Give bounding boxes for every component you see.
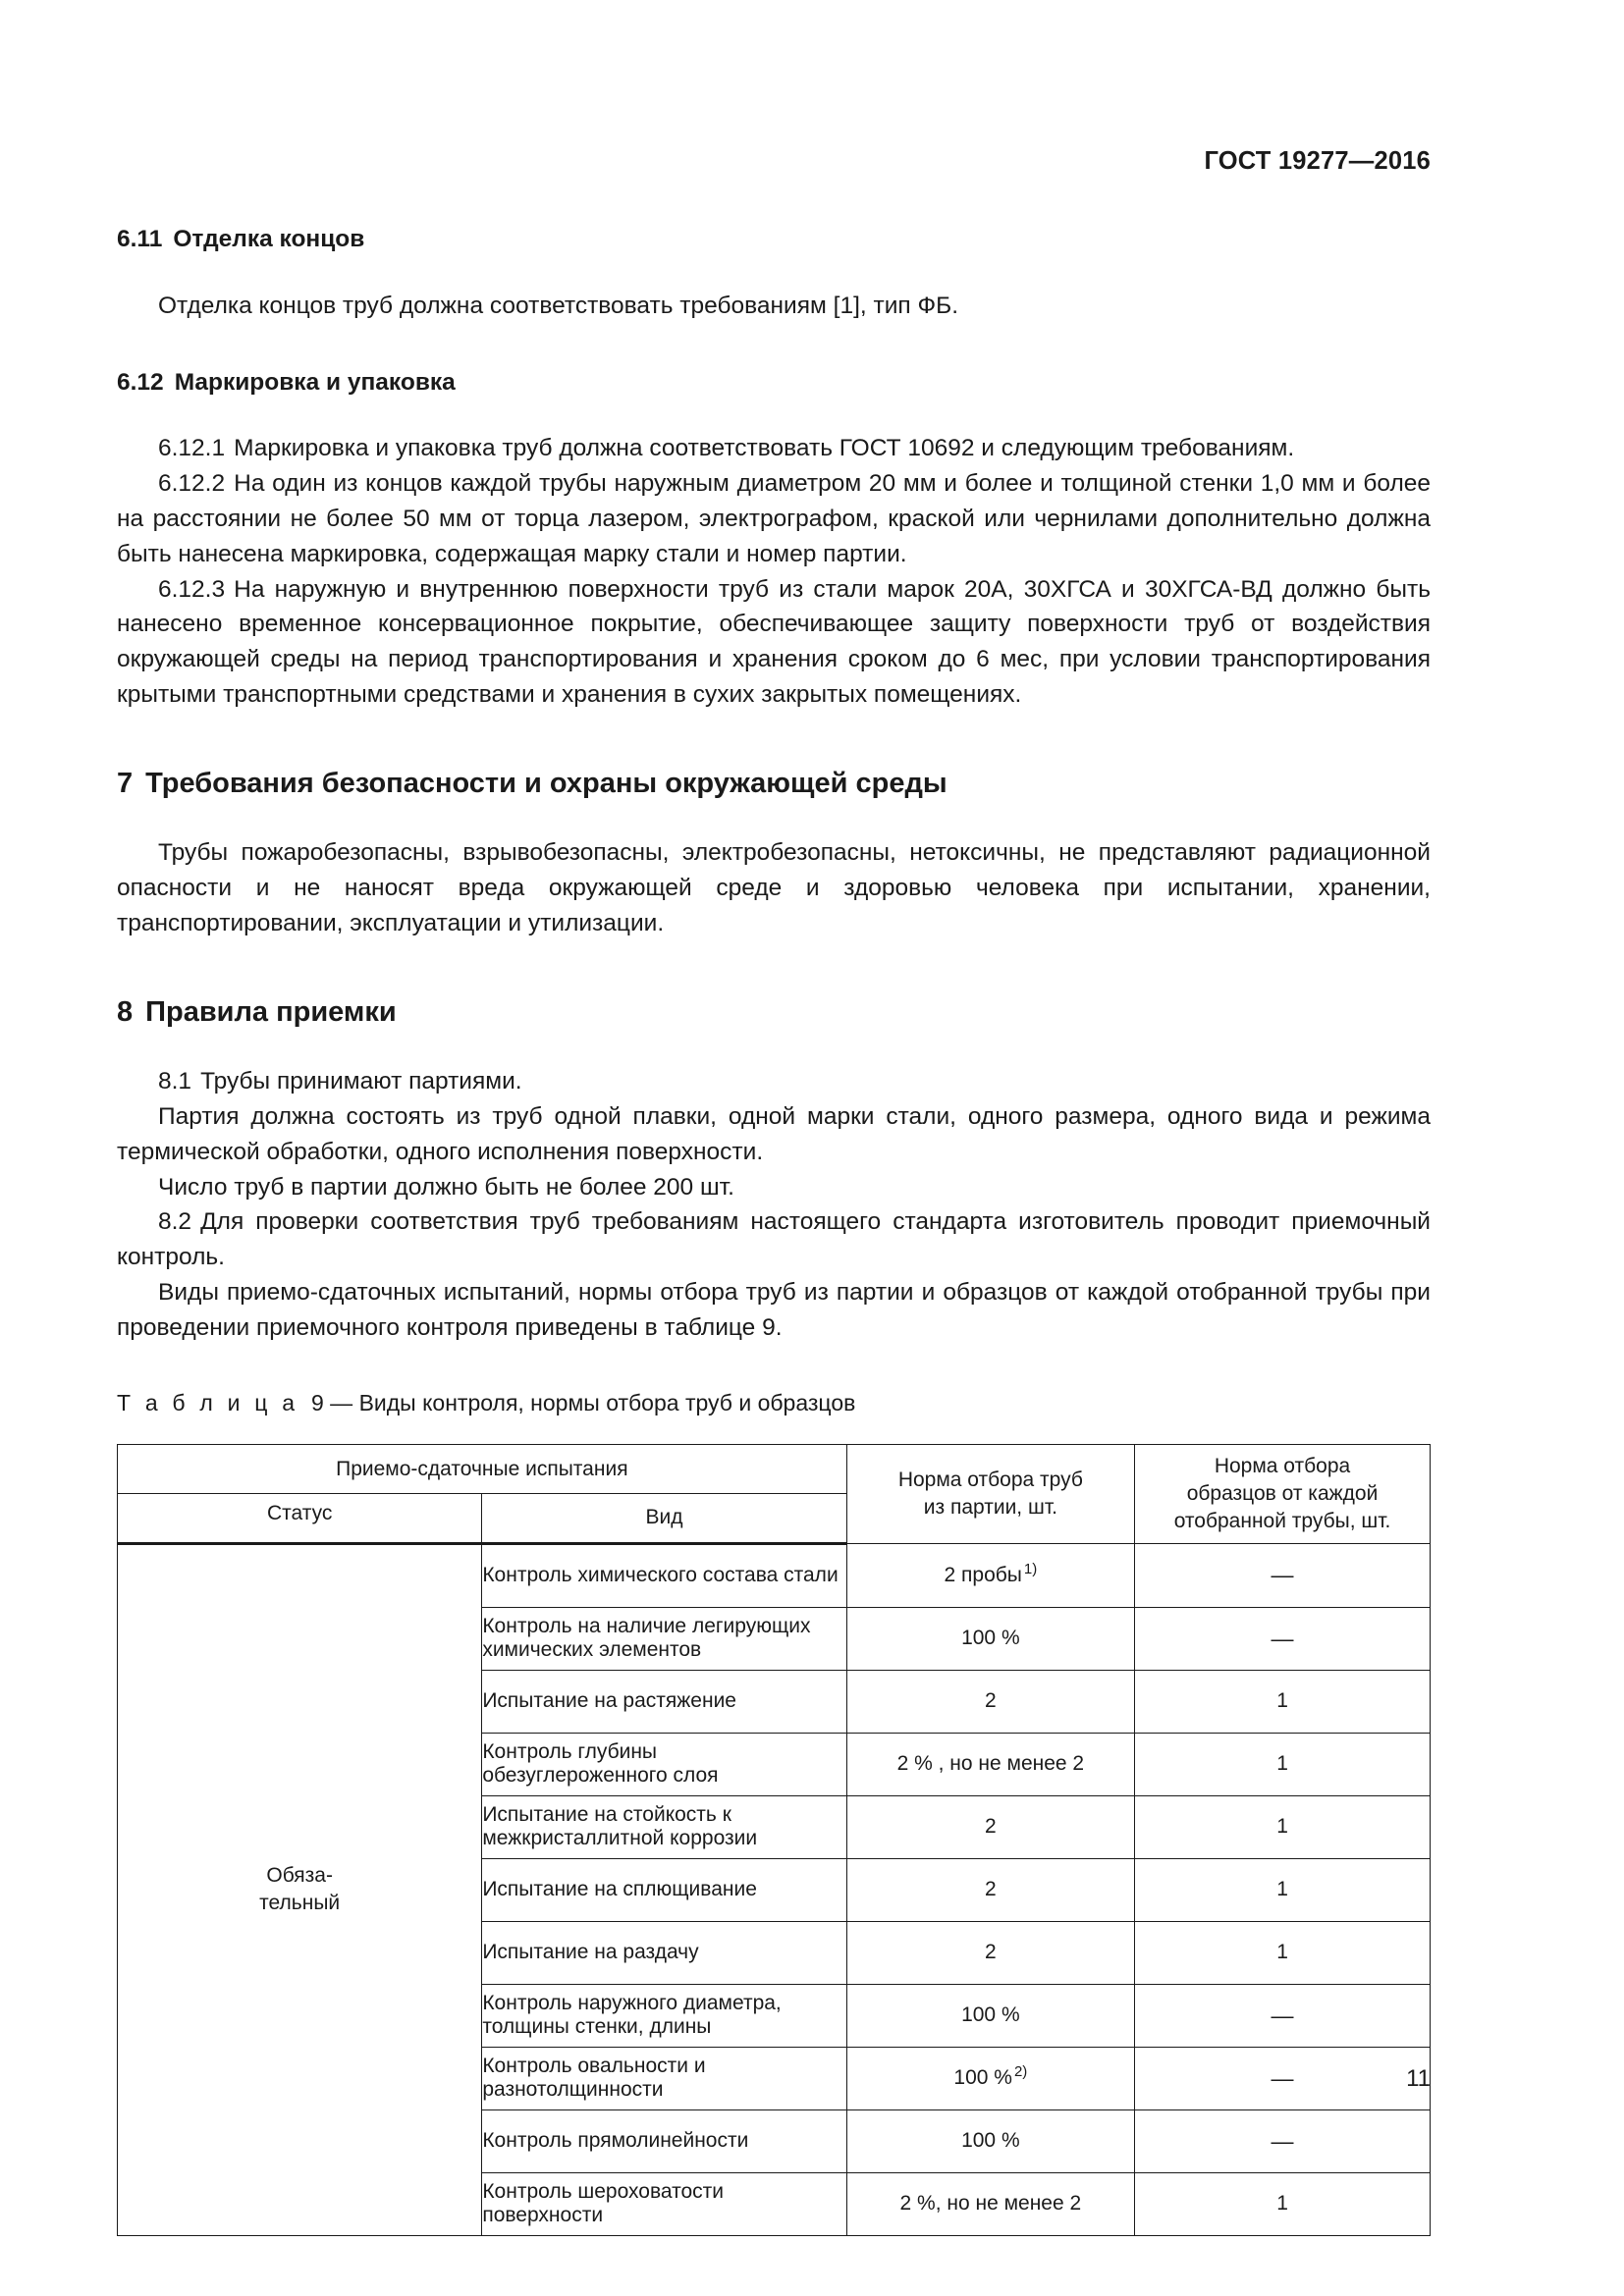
header-norm-tubes-line1: Норма отбора труб: [897, 1468, 1083, 1492]
cell-norm-samples: 1: [1135, 1921, 1431, 1984]
table-9-head: [118, 1445, 1431, 1543]
cell-norm-samples: 1: [1135, 1733, 1431, 1795]
table-header-row-group: [118, 1445, 1431, 1494]
header-norm-tubes: [846, 1445, 1134, 1543]
cell-kind: Контроль химического состава стали: [482, 1543, 846, 1607]
clause-6-12-3: [117, 572, 1431, 713]
table-9-caption: [117, 1388, 1431, 1418]
cell-kind: Испытание на растяжение: [482, 1670, 846, 1733]
table-caption-title: Виды контроля, нормы отбора труб и образцов: [358, 1390, 856, 1416]
header-norm-samples-line3: отобранной трубы, шт.: [1173, 1509, 1391, 1532]
status-line2: тельный: [259, 1892, 341, 1915]
table-9: [117, 1444, 1431, 2235]
subclause-text: Маркировка и упаковка труб должна соответствовать ГОСТ 10692 и следующим требованиям.: [234, 435, 1295, 462]
cell-norm-samples: 1: [1135, 2172, 1431, 2235]
clause-title: Отделка концов: [173, 226, 365, 252]
clause-6-11-text: Отделка концов труб должна соответствовать требованиям [1], тип ФБ.: [158, 292, 958, 319]
cell-norm-samples: 1: [1135, 1858, 1431, 1921]
cell-kind: Испытание на раздачу: [482, 1921, 846, 1984]
subclause-number: 6.12.2: [158, 470, 226, 498]
section-number: 8: [117, 995, 134, 1028]
cell-kind: Контроль на наличие легирующих химических элементов: [482, 1607, 846, 1670]
section-number: 7: [117, 767, 134, 799]
clause-number: 6.11: [117, 226, 163, 252]
clause-8-1-paragraph-3: Число труб в партии должно быть не более 200 шт.: [158, 1173, 734, 1201]
clause-8-1: [117, 1064, 1431, 1099]
clause-heading-6-12: [117, 367, 1431, 399]
cell-status-mandatory: [118, 1543, 482, 2235]
page-number: 11: [1406, 2065, 1431, 2092]
header-norm-samples: [1135, 1445, 1431, 1543]
clause-8-1-paragraph-2: Партия должна состоять из труб одной плавки, одной марки стали, одного размера, одного вида и режима термической обработки, одного исполнения поверхности.: [117, 1103, 1431, 1165]
header-status: Статус: [118, 1493, 482, 1543]
cell-kind: Контроль прямолинейности: [482, 2109, 846, 2172]
footnote-marker-1: 1): [1023, 1560, 1038, 1577]
table-caption-label: Т а б л и ц а: [117, 1390, 299, 1416]
cell-kind: Контроль шероховатости поверхности: [482, 2172, 846, 2235]
text-column: [117, 224, 1431, 2236]
clause-number: 6.12: [117, 368, 164, 396]
footnote-marker-2: 2): [1013, 2063, 1028, 2081]
clause-6-12-2: [117, 466, 1431, 571]
header-norm-samples-line2: образцов от каждой: [1186, 1482, 1379, 1506]
cell-kind: Контроль глубины обезуглероженного слоя: [482, 1733, 846, 1795]
cell-norm-tubes: 2: [846, 1858, 1134, 1921]
table-caption-number: 9: [310, 1390, 324, 1416]
subclause-number: 6.12.3: [158, 575, 226, 603]
cell-norm-tubes: [846, 2047, 1134, 2109]
cell-norm-tubes: 2 %, но не менее 2: [846, 2172, 1134, 2235]
header-acceptance-tests: Приемо-сдаточные испытания: [118, 1445, 847, 1494]
cell-kind: Испытание на стойкость к межкристаллитной коррозии: [482, 1795, 846, 1858]
subclause-text: Для проверки соответствия труб требованиям настоящего стандарта изготовитель проводит приемочный контроль.: [117, 1208, 1431, 1271]
header-kind: Вид: [482, 1493, 846, 1543]
cell-norm-tubes: 100 %: [846, 2109, 1134, 2172]
clause-heading-6-11: [117, 224, 1431, 255]
clause-8-2-paragraph-2: Виды приемо-сдаточных испытаний, нормы отбора труб из партии и образцов от каждой отобранной трубы при проведении приемочного контроля приведены в таблице 9.: [117, 1278, 1431, 1341]
cell-norm-samples: —: [1135, 2109, 1431, 2172]
header-norm-tubes-line2: из партии, шт.: [923, 1496, 1057, 1519]
norm-value: 100 %: [953, 2066, 1012, 2090]
cell-kind: Контроль овальности и разнотолщинности: [482, 2047, 846, 2109]
section-heading-8: [117, 994, 1431, 1032]
cell-norm-samples: —: [1135, 1984, 1431, 2047]
cell-norm-samples: 1: [1135, 1795, 1431, 1858]
section-heading-7: [117, 766, 1431, 803]
norm-value: 2 пробы: [944, 1563, 1022, 1586]
cell-norm-tubes: [846, 1543, 1134, 1607]
table-9-body: [118, 1543, 1431, 2235]
subclause-text: На наружную и внутреннюю поверхности труб из стали марок 20А, 30ХГСА и 30ХГСА-ВД должно быть нанесено временное консервационное покрытие, обеспечивающее защиту поверхности труб от воздействия окружающей среды на период транспортирования и хранения сроком до 6 мес, при условии транспортирования крытыми транспортными средствами и хранения в сухих закрытых помещениях.: [117, 575, 1431, 708]
cell-norm-tubes: 2: [846, 1795, 1134, 1858]
subclause-text: Трубы принимают партиями.: [200, 1068, 522, 1095]
subclause-text: На один из концов каждой трубы наружным диаметром 20 мм и более и толщиной стенки 1,0 мм и более на расстоянии не более 50 мм от торца лазером, электрографом, краской или чернилами дополнительно должна быть нанесена маркировка, содержащая марку стали и номер партии.: [117, 470, 1431, 567]
section-title: Требования безопасности и охраны окружающей среды: [145, 767, 947, 799]
section-7-paragraph: Трубы пожаробезопасны, взрывобезопасны, электробезопасны, нетоксичны, не представляют радиационной опасности и не наносят вреда окружающей среде и здоровью человека при испытании, хранении, транспортировании, эксплуатации и утилизации.: [117, 839, 1431, 936]
clause-8-2: [117, 1204, 1431, 1275]
section-title: Правила приемки: [145, 995, 397, 1028]
cell-norm-samples: —: [1135, 1607, 1431, 1670]
cell-kind: Контроль наружного диаметра, толщины стенки, длины: [482, 1984, 846, 2047]
status-line1: Обяза-: [266, 1864, 333, 1888]
cell-norm-samples: 1: [1135, 1670, 1431, 1733]
clause-6-12-1: [117, 431, 1431, 466]
cell-norm-tubes: 100 %: [846, 1984, 1134, 2047]
subclause-number: 8.1: [158, 1068, 192, 1095]
subclause-number: 6.12.1: [158, 435, 226, 462]
cell-norm-samples: —: [1135, 2047, 1431, 2109]
cell-norm-tubes: 2: [846, 1921, 1134, 1984]
cell-norm-tubes: 2: [846, 1670, 1134, 1733]
cell-norm-tubes: 2 % , но не менее 2: [846, 1733, 1134, 1795]
table-row: [118, 1543, 1431, 1607]
clause-title: Маркировка и упаковка: [174, 368, 456, 396]
subclause-number: 8.2: [158, 1208, 192, 1236]
header-norm-samples-line1: Норма отбора: [1214, 1455, 1351, 1478]
cell-norm-samples: —: [1135, 1543, 1431, 1607]
table-caption-dash: —: [330, 1390, 353, 1416]
cell-kind: Испытание на сплющивание: [482, 1858, 846, 1921]
cell-norm-tubes: 100 %: [846, 1607, 1134, 1670]
running-head: ГОСТ 19277—2016: [1204, 147, 1431, 175]
